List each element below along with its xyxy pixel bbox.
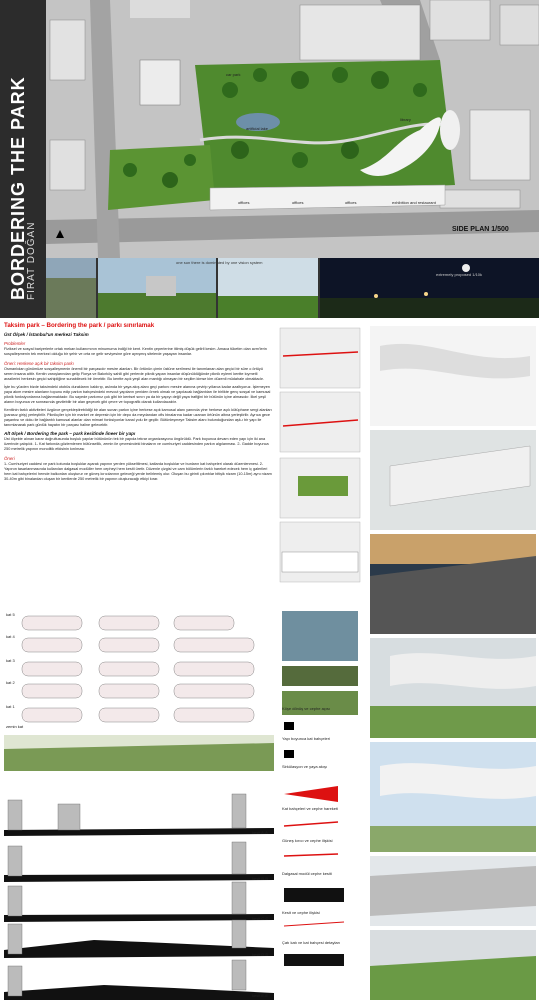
diagram-caption-1: Köşe dönüş ve cephe açısı [282,706,331,711]
diagram-caption-5: Güneş kırıcı ve cephe ilişkisi [282,838,333,843]
render-column [370,326,536,1000]
diagram-caption-6: Dalgasal modül cephe kesiti [282,871,332,876]
strip-caption-2: extremely proposed 1/10k [436,272,483,277]
oneri-heading: Öneri [4,456,15,461]
library-label: library [400,117,411,122]
project-title: BORDERING THE PARK [8,76,28,300]
upper-scale-heading: Üst Ölçek / İstanbul'un merkezi Taksim [4,332,89,337]
floor-plans [4,612,274,730]
proposal-text-2: İşte bu yüzden bizde taksimdeki otobüs duraklarını kaldırıp, aslında bir yaya akış alanı geçi parkını mesire alanına çevirip yıllarca kadar azaltıyoruz. İşlemeyen yaya akım mesire alanların topunu edip parkın bahçesindeki mevcut yapıların yeniden örnek olmak ve yapılacak bağlantıları ile birlikte genç sosyal ve kamusal piknik fonksiyonlarına bağlanmaktadır. Bu sayede parkımız çok gibi bir kentsel sınırı ya da bir yapıyı değil yaya trafiğini bir bütünün içine almasıdır. İlkel yeşil alanın boyunca ve sonrasında gezilebilir bir alan geçecek gibi çevre ve topografik olarak kullanılacaktır. [4,385,271,404]
lower-scale-heading: Alt ölçek / Bordering the park – park kesitinde lineer bir yapı [4,431,136,436]
diagram-caption-3: Sirkülasyon ve yaya akışı [282,764,328,769]
offices-label-1: offices [238,200,250,205]
diagram-caption-8: Çatı katı ve kat bahçesi detayları [282,940,341,945]
plan-scale-label: SIDE PLAN 1/500 [452,226,509,233]
author-name: FIRAT DOĞAN [26,221,37,300]
offices-label-3: offices [345,200,357,205]
section-label-c: kesit C-C [252,916,269,921]
title-sidebar [0,0,46,318]
text-column [4,322,272,482]
strip-caption: one sun there is dominated by one vision system [176,260,263,265]
problems-text: Fiziksel ve sosyal bariyerlerle ortak mekan kullanımının minumuma indiği bir kent. Kentin çeperlerine itilmiş düşük gelirli kesim. Amaca tüketim olan avm'lerin sosyalleşmenin tek merkezi olduğu bir şehir ve orta ve gelir seviyesine göre ayrışmış sitelerde yaşayan insanlar. [4,347,267,356]
offices-label-2: offices [292,200,304,205]
proposal-heading: Öneri: Herkese açık bir taksim parkı [4,361,74,366]
diagram-column [278,326,366,1000]
floor-label-4: kat 4 [6,634,15,639]
lake-label: artificial lake [246,126,269,131]
diagram-caption-7: Kesit ve cephe ilişkisi [282,910,320,915]
floor-label-ground: zemin kat [6,724,24,729]
main-heading: Taksim park – Bordering the park / parkı sınırlamak [4,322,155,329]
diagram-caption-2: Yapı boyunca kat bahçeleri [282,736,330,741]
lower-scale-text: Üst ölçekte alınan karar doğrultusunda boşluk yapılar bütününün tek bir yapıda tekrar organizasyonu öngörüldü. Park boyunca devam eden yapı için iki ana üzerinde çalışıldı. 1- Kat farkında gözlemlenen bütünsellik, zemin ile çevresindeki binaların ve cumhuriyet caddesinden parkın algılanması. 2- Gadde boyunca 250 metrelik yapının monolitik etkisinin kırılması [4,437,269,451]
floor-label-2: kat 2 [6,680,15,685]
elevation-render [4,735,274,771]
problems-heading: Problemler [4,341,26,346]
oneri-text: 1- Cumhuriyet caddesi ve park kotunda boşluklar açarak yapının yerden yükseltilmesi, katlarda boşluklar ve bunların kat bahçeleri olarak düzenlenmesi. 2-Yapının tasarlanmasında kullanılan dalgasal modüller hem cepheyi hem kesiti üretir. Düzenle çizgisi ve cam bölümlerin farklı hareket edecek hem iç galerileri hem kat bahçelerini hemde balkonları oluşturur ve güneş kırıcılarının geleceği yerde belirlemiş olur. Oluşan bu girinti çıkıntılar bitişik nizam (10-15m) aynı nizam 30-40m gibi binalardan oluşan bir kentlerde 250 metrelik bir yapının oluşturacağı etkiyi kırar. [4,462,272,481]
section-label-d: kesit D-D [252,952,269,957]
floor-label-3: kat 3 [6,658,15,663]
photo-strip [46,258,539,318]
car-park-label: car park [226,72,241,77]
exhibition-label: exhibition and restaurant [392,200,436,205]
floor-label-1: kat 1 [6,704,15,709]
proposal-text-3: Kentlinin farklı aktiviteleri özgürce gerçekleştirebildiği bir alan sunan parkın içine herkese açık kamusal alanı yanında yine herkese açık kütüphane sergi alanları (parasız giriş) yerleştirilir. Piknikçiler için bir market ve depresin için bir depo da meydandan ofis binalarına kadar uzanan örtünün altına yerleştirilir. Ayrıca gece yaşantısı ve doku ile bağlantılı kamusal alanlar olan mimari fonksiyonlar kanal yolu ile geçilir. Bütünleşmeye Taksim alanı bulunduğundan aşk-ı bir yapı ile tanımlanarak park günlük hayatın bir parçası haline gelecektir. [4,408,272,427]
diagram-caption-4: Kat bahçeleri ve cephe hareketi [282,806,339,811]
section-label-e: kesit E-E [252,993,269,998]
sections [4,790,274,1000]
site-plan [0,0,539,258]
section-label-a: kesit A-A [252,830,268,835]
floor-label-5: kat 5 [6,612,15,617]
section-label-b: kesit B-B [252,876,269,881]
proposal-text: Osmanlıdan günümüze sosyalleşmenin önemli bir parçasıdır mesire alanları. Bir örtünün çimin üstüne serilmesi ile tanımlanan alan geçici bir süre o örtüyü seren insana aittir. Kentin varoşlarından gelip Florya ve Bakırköy sahili gibi yerlerde piknik yapan insanlar düşünüldüğünde piknik eylemi kentte kıymetli arazilerini herkesin geçici sahipliğine sunabilecek bir örnektir. Bu kentte açık yeşil alan mantığı olmayan bir seçilim kimse kim düzenli müdahale olmaktadır. [4,367,264,381]
